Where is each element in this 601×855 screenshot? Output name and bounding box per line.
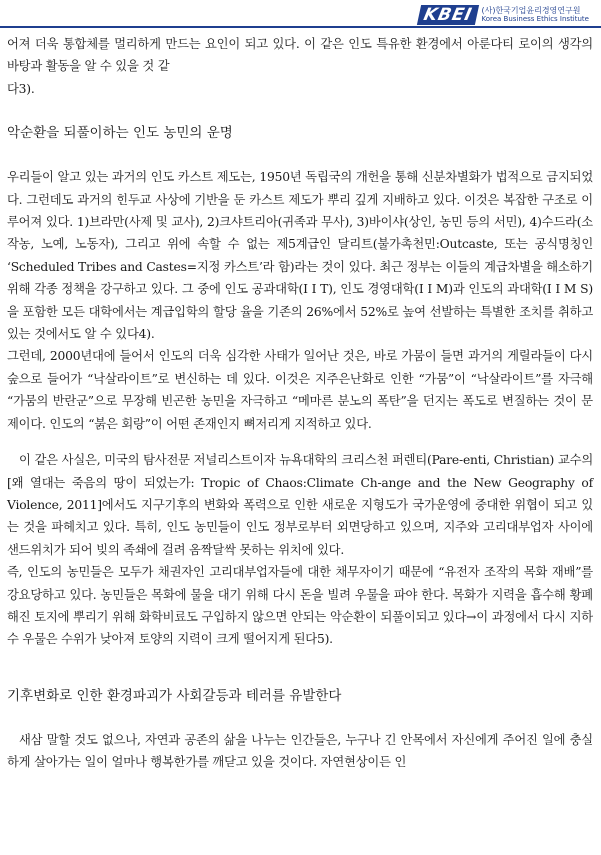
header-divider xyxy=(0,26,601,28)
page-header xyxy=(0,0,601,28)
spacer xyxy=(7,707,593,729)
spacer xyxy=(7,651,593,685)
paragraph: 이 같은 사실은, 미국의 탐사전문 저널리스트이자 뉴욕대학의 크리스천 퍼렌티(Pare-enti, Christian) 교수의 [왜 열대는 죽음의 땅이 되었는가: Tropic of Chaos:Climate Ch-ange and the New Geography of Violence, 2011]에서도 지구기후의 변화와 폭력으로 인한 새로운 지형도가 국가운영에 중대한 위협이 되고 있는 것을 파헤치고 있다. 특히, 인도 농민들이 인도 정부로부터 외면당하고 있으며, 지주와 고리대부업자 사이에 샌드위치가 되어 빚의 족쇄에 걸려 옴짝달싹 못하는 위치에 있다. xyxy=(7,453,593,557)
spacer xyxy=(7,144,593,166)
logo-english-name: Korea Business Ethics Institute xyxy=(481,15,589,23)
paragraph: 즉, 인도의 농민들은 모두가 채권자인 고리대부업자들에 대한 채무자이기 때문에 “유전자 조작의 목화 재배”를 강요당하고 있다. 농민들은 목화에 물을 대기 위해 다시 돈을 빌려 우물을 파야 한다. 목화가 지력을 흡수해 황폐해진 토지에 뿌리기 위해 화학비료도 구입하지 않으면 안되는 악순환이 되풀이되고 있다→이 과정에서 다시 지하수 우물은 수위가 낮아져 토양의 지력이 크게 떨어지게 된다5). xyxy=(7,565,593,647)
paragraph: 새삼 말할 것도 없으나, 자연과 공존의 삶을 나누는 인간들은, 누구나 긴 안목에서 자신에게 주어진 일에 충실하게 살아가는 일이 얼마나 행복한가를 깨닫고 있을 것이다. 자연현상이든 인 xyxy=(7,732,593,770)
logo-text xyxy=(481,6,589,24)
spacer xyxy=(7,435,593,449)
logo-mark: KBEI xyxy=(417,5,479,25)
section-heading: 기후변화로 인한 환경파괴가 사회갈등과 테러를 유발한다 xyxy=(7,687,342,704)
paragraph: 그런데, 2000년대에 들어서 인도의 더욱 심각한 사태가 일어난 것은, 바로 가뭄이 들면 과거의 게릴라들이 다시 숲으로 들어가 “낙살라이트”로 변신하는 데 있다. 이것은 지주은난화로 인한 “가뭄”이 “낙살라이트”를 자극해 “가뭄의 반란군”으로 무장해 빈곤한 농민을 자극하고 “메마른 분노의 폭탄”을 던지는 폭도로 변질하는 것이 문제이다. 인도의 “붉은 회랑”이 어떤 존재인지 뼈저리게 지적하고 있다. xyxy=(7,349,593,431)
section-heading: 악순환을 되풀이하는 인도 농민의 운명 xyxy=(7,125,233,142)
logo-korean-name: (사)한국기업윤리경영연구원 xyxy=(481,6,581,15)
paragraph: 어져 더욱 통합체를 멀리하게 만드는 요인이 되고 있다. 이 같은 인도 특유한 환경에서 아룬다티 로이의 생각의 바탕과 활동을 알 수 있을 것 같 xyxy=(7,37,593,74)
paragraph: 우리들이 알고 있는 과거의 인도 카스트 제도는, 1950년 독립국의 개헌을 통해 신분차별화가 법적으로 금지되었다. 그런데도 과거의 힌두교 사상에 기반을 둔 카스트 제도가 뿌리 깊게 지배하고 있다. 이것은 복잡한 구조로 이루어져 있다. 1)브라만(사제 및 교사), 2)크샤트리아(귀족과 무사), 3)바이샤(상인, 농민 등의 서민), 4)수드라(소작농, 노예, 노동자), 그리고 위에 속할 수 없는 제5계급인 달리트(불가촉천민:Outcaste, 또는 공식명칭인 ‘Scheduled Tribes and Castes=지정 카스트’라 함)라는 것이 있다. 최근 정부는 이들의 계급차별을 해소하기 위해 각종 정책을 강구하고 있다. 그 중에 인도 공과대학(I I T), 인도 경영대학(I I M)과 인도의 과대학(I I M S)을 포함한 모든 대학에서는 계급입학의 할당 율을 기존의 26%에서 52%로 높여 선발하는 특별한 조치를 취하고 있는 것에서도 알 수 있다4). xyxy=(7,170,593,342)
article-body xyxy=(7,33,593,774)
spacer xyxy=(7,100,593,122)
paragraph: 다3). xyxy=(7,81,35,96)
institute-logo xyxy=(419,5,589,25)
